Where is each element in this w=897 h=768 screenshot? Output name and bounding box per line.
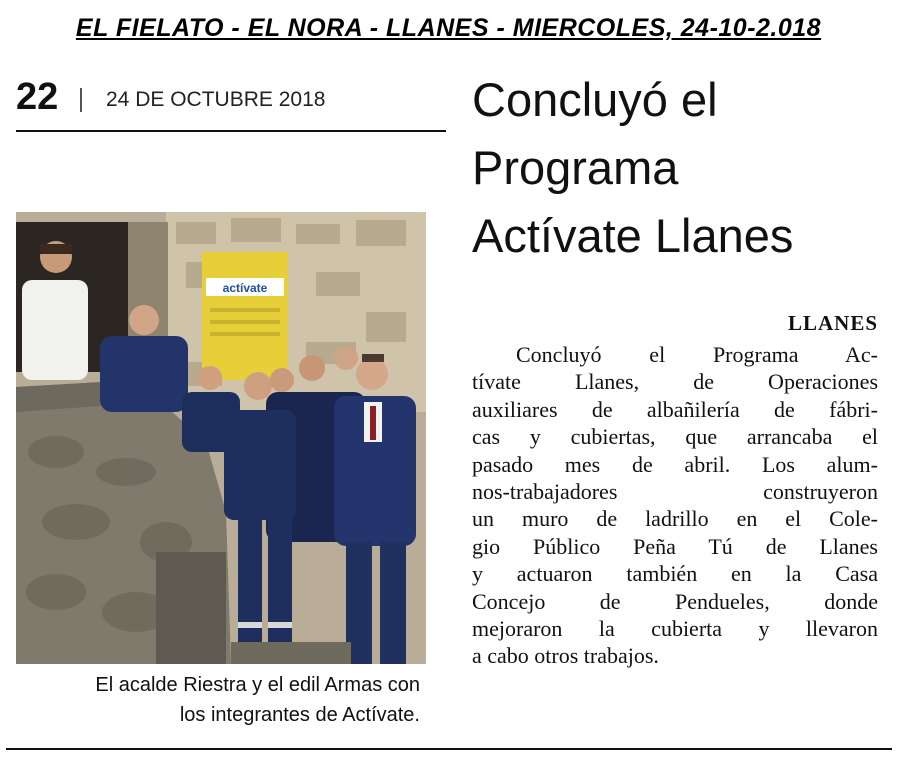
top-rule [16, 130, 446, 132]
body-line: auxiliares de albañilería de fábri- [472, 396, 878, 422]
caption-line: los integrantes de Actívate. [179, 704, 420, 726]
headline-line: Actívate Llanes [472, 209, 794, 262]
article-body [472, 341, 878, 670]
headline-line: Programa [472, 141, 679, 194]
bottom-rule [6, 748, 892, 750]
body-line: y actuaron también en la Casa [472, 561, 878, 587]
body-line: pasado mes de abril. Los alum- [472, 451, 878, 477]
body-line: Concluyó el Programa Ac- [516, 342, 878, 367]
photo-caption [16, 670, 420, 730]
group-photo-illustration [16, 212, 426, 664]
article-headline [472, 66, 872, 270]
body-line: gio Público Peña Tú de Llanes [472, 533, 878, 559]
page-date: 24 DE OCTUBRE 2018 [106, 88, 326, 111]
caption-line: El acalde Riestra y el edil Armas con [95, 674, 420, 696]
body-line: mejoraron la cubierta y llevaron [472, 616, 878, 642]
headline-line: Concluyó el [472, 73, 718, 126]
body-line: Concejo de Pendueles, donde [472, 588, 878, 614]
body-line: cas y cubiertas, que arrancaba el [472, 424, 878, 450]
sign-text: actívate [222, 281, 268, 295]
clipping-header: EL FIELATO - EL NORA - LLANES - MIERCOLES, 24-10-2.018 [75, 14, 822, 42]
body-line: un muro de ladrillo en el Cole- [472, 506, 878, 532]
article-photo [16, 212, 426, 664]
page-number: 22 [16, 76, 59, 118]
body-line: a cabo otros trabajos. [472, 643, 659, 669]
body-line: tívate Llanes, de Operaciones [472, 369, 878, 395]
page-number-separator [80, 88, 82, 112]
article-location: LLANES [787, 311, 878, 335]
body-line: nos-trabajadores construyeron [472, 479, 878, 505]
